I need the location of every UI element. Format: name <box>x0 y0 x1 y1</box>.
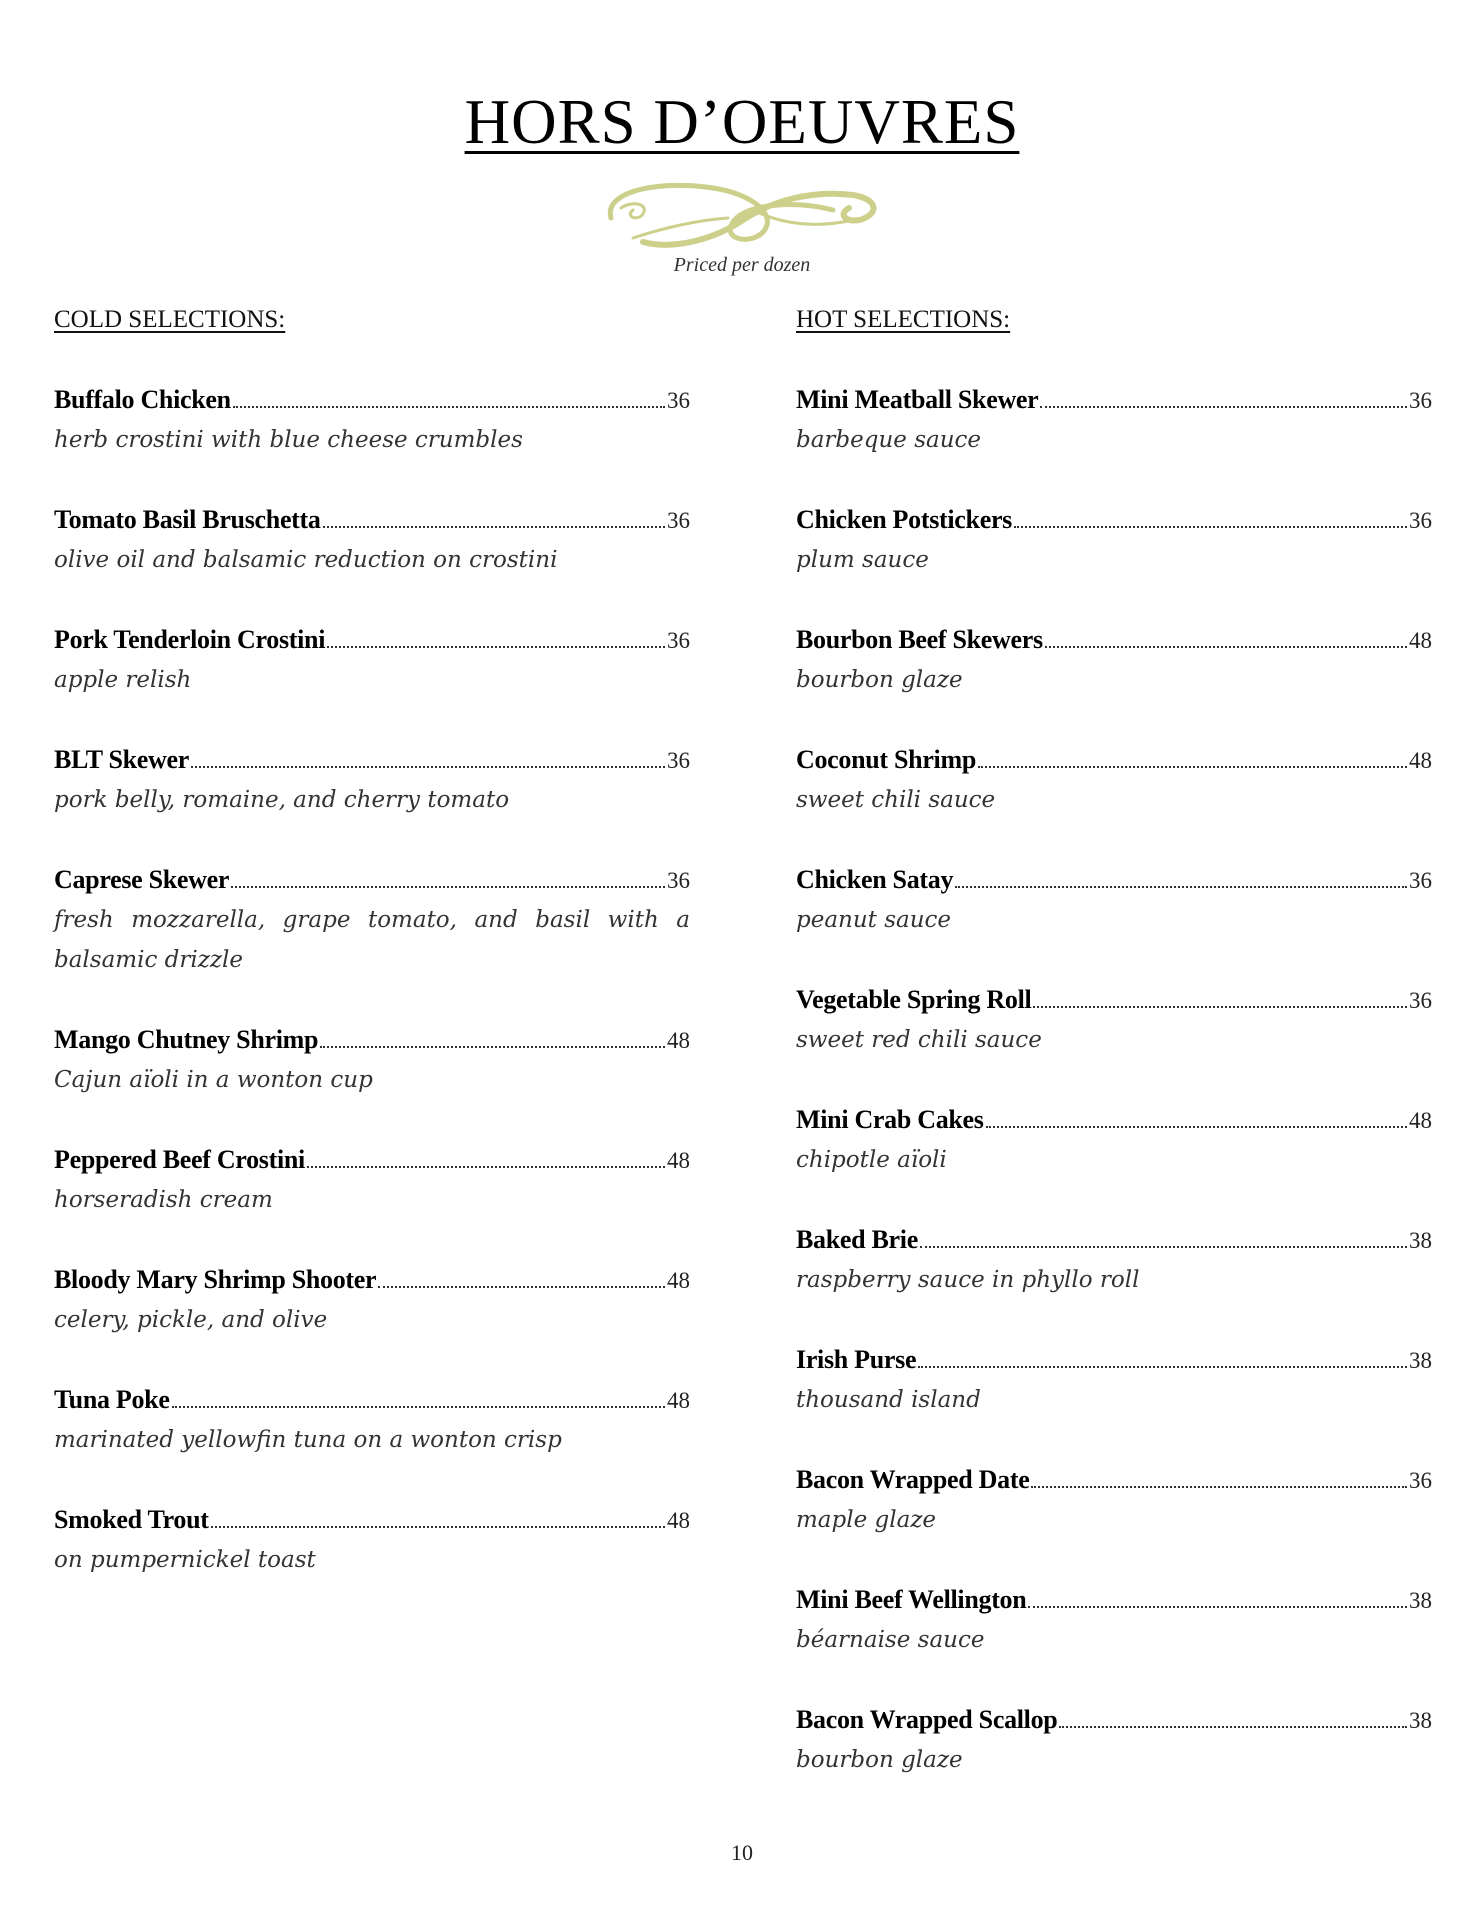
cold-selections-column <box>54 300 690 1620</box>
dot-leader <box>1059 1726 1407 1728</box>
item-price: 48 <box>1409 1108 1432 1133</box>
dot-leader <box>191 766 665 768</box>
item-description: raspberry sauce in phyllo roll <box>796 1267 1140 1293</box>
dot-leader <box>172 1406 665 1408</box>
page-title: HORS D’OEUVRES <box>464 87 1020 157</box>
item-description: barbeque sauce <box>796 427 982 453</box>
menu-item <box>796 380 1432 460</box>
dot-leader <box>211 1526 665 1528</box>
dot-leader <box>986 1126 1407 1128</box>
dot-leader <box>1014 526 1407 528</box>
dot-leader <box>955 886 1407 888</box>
cold-selections-heading: COLD SELECTIONS: <box>54 306 286 333</box>
item-name: Coconut Shrimp <box>796 745 976 774</box>
item-description: marinated yellowfin tuna on a wonton crisp <box>54 1427 562 1453</box>
item-description: sweet red chili sauce <box>796 1027 1042 1053</box>
item-description: fresh mozzarella, grape tomato, and basil with a balsamic drizzle <box>54 907 690 973</box>
item-name: Buffalo Chicken <box>54 385 231 414</box>
item-name: Tuna Poke <box>54 1385 170 1414</box>
item-description: sweet chili sauce <box>796 787 996 813</box>
item-description: celery, pickle, and olive <box>54 1307 328 1333</box>
item-price: 38 <box>1409 1708 1432 1733</box>
flourish-ornament-icon <box>603 170 883 260</box>
item-description: bourbon glaze <box>796 1747 963 1773</box>
dot-leader <box>918 1366 1407 1368</box>
menu-item <box>54 1140 690 1220</box>
dot-leader <box>378 1286 665 1288</box>
item-description: maple glaze <box>796 1507 937 1533</box>
item-name: Tomato Basil Bruschetta <box>54 505 321 534</box>
menu-item <box>796 1700 1432 1780</box>
page-number: 10 <box>731 1840 753 1865</box>
item-description: thousand island <box>796 1387 981 1413</box>
menu-item <box>796 620 1432 700</box>
dot-leader <box>1028 1606 1407 1608</box>
item-name: Chicken Satay <box>796 865 954 894</box>
item-name: Bacon Wrapped Scallop <box>796 1705 1058 1734</box>
menu-item <box>54 1260 690 1340</box>
menu-item <box>54 860 690 980</box>
dot-leader <box>307 1166 665 1168</box>
dot-leader <box>231 886 665 888</box>
item-name: Baked Brie <box>796 1225 918 1254</box>
item-name: Bloody Mary Shrimp Shooter <box>54 1265 377 1294</box>
item-name: Mini Meatball Skewer <box>796 385 1039 414</box>
menu-item <box>796 740 1432 820</box>
item-description: herb crostini with blue cheese crumbles <box>54 427 523 453</box>
dot-leader <box>233 406 665 408</box>
item-description: bourbon glaze <box>796 667 963 693</box>
menu-item <box>54 740 690 820</box>
item-price: 36 <box>667 748 690 773</box>
item-name: Peppered Beef Crostini <box>54 1145 305 1174</box>
dot-leader <box>1031 1486 1407 1488</box>
item-price: 36 <box>667 868 690 893</box>
item-name: Mini Beef Wellington <box>796 1585 1027 1614</box>
item-name: Mini Crab Cakes <box>796 1105 984 1134</box>
menu-item <box>796 1220 1432 1300</box>
item-description: apple relish <box>54 667 192 693</box>
hot-selections-heading: HOT SELECTIONS: <box>796 306 1011 333</box>
item-description: on pumpernickel toast <box>54 1547 316 1573</box>
item-price: 36 <box>1409 988 1432 1013</box>
item-price: 48 <box>667 1268 690 1293</box>
item-price: 36 <box>1409 508 1432 533</box>
item-price: 48 <box>667 1148 690 1173</box>
item-name: Bacon Wrapped Date <box>796 1465 1030 1494</box>
item-price: 36 <box>1409 388 1432 413</box>
item-price: 38 <box>1409 1348 1432 1373</box>
dot-leader <box>978 766 1407 768</box>
item-name: Chicken Potstickers <box>796 505 1012 534</box>
item-name: Irish Purse <box>796 1345 917 1374</box>
menu-item <box>796 1460 1432 1540</box>
item-description: horseradish cream <box>54 1187 273 1213</box>
menu-item <box>796 1100 1432 1180</box>
item-price: 48 <box>1409 628 1432 653</box>
item-price: 38 <box>1409 1228 1432 1253</box>
item-price: 38 <box>1409 1588 1432 1613</box>
item-price: 36 <box>1409 868 1432 893</box>
item-price: 48 <box>667 1028 690 1053</box>
dot-leader <box>1045 646 1407 648</box>
item-description: pork belly, romaine, and cherry tomato <box>54 787 510 813</box>
item-description: plum sauce <box>796 547 929 573</box>
dot-leader <box>1040 406 1407 408</box>
item-description: olive oil and balsamic reduction on crostini <box>54 547 558 573</box>
menu-item <box>54 1380 690 1460</box>
menu-item <box>54 1500 690 1580</box>
menu-item <box>796 500 1432 580</box>
item-price: 48 <box>1409 748 1432 773</box>
item-description: béarnaise sauce <box>796 1627 985 1653</box>
item-name: Bourbon Beef Skewers <box>796 625 1043 654</box>
item-name: Vegetable Spring Roll <box>796 985 1032 1014</box>
item-price: 36 <box>667 628 690 653</box>
dot-leader <box>327 646 665 648</box>
priced-per-dozen-note: Priced per dozen <box>673 254 811 276</box>
menu-item <box>54 500 690 580</box>
item-price: 36 <box>667 508 690 533</box>
menu-item <box>54 1020 690 1100</box>
item-name: Smoked Trout <box>54 1505 209 1534</box>
item-description: peanut sauce <box>796 907 952 933</box>
item-price: 36 <box>667 388 690 413</box>
item-name: Pork Tenderloin Crostini <box>54 625 326 654</box>
item-name: BLT Skewer <box>54 745 189 774</box>
hot-selections-column <box>796 300 1432 1820</box>
menu-item <box>796 1580 1432 1660</box>
menu-item <box>796 980 1432 1060</box>
item-price: 36 <box>1409 1468 1432 1493</box>
dot-leader <box>1033 1006 1407 1008</box>
item-name: Caprese Skewer <box>54 865 230 894</box>
item-price: 48 <box>667 1508 690 1533</box>
dot-leader <box>320 1046 665 1048</box>
dot-leader <box>323 526 665 528</box>
dot-leader <box>920 1246 1407 1248</box>
menu-item <box>54 380 690 460</box>
menu-item <box>796 1340 1432 1420</box>
item-description: Cajun aïoli in a wonton cup <box>54 1067 373 1093</box>
item-name: Mango Chutney Shrimp <box>54 1025 319 1054</box>
menu-item <box>54 620 690 700</box>
item-price: 48 <box>667 1388 690 1413</box>
item-description: chipotle aïoli <box>796 1147 947 1173</box>
menu-item <box>796 860 1432 940</box>
